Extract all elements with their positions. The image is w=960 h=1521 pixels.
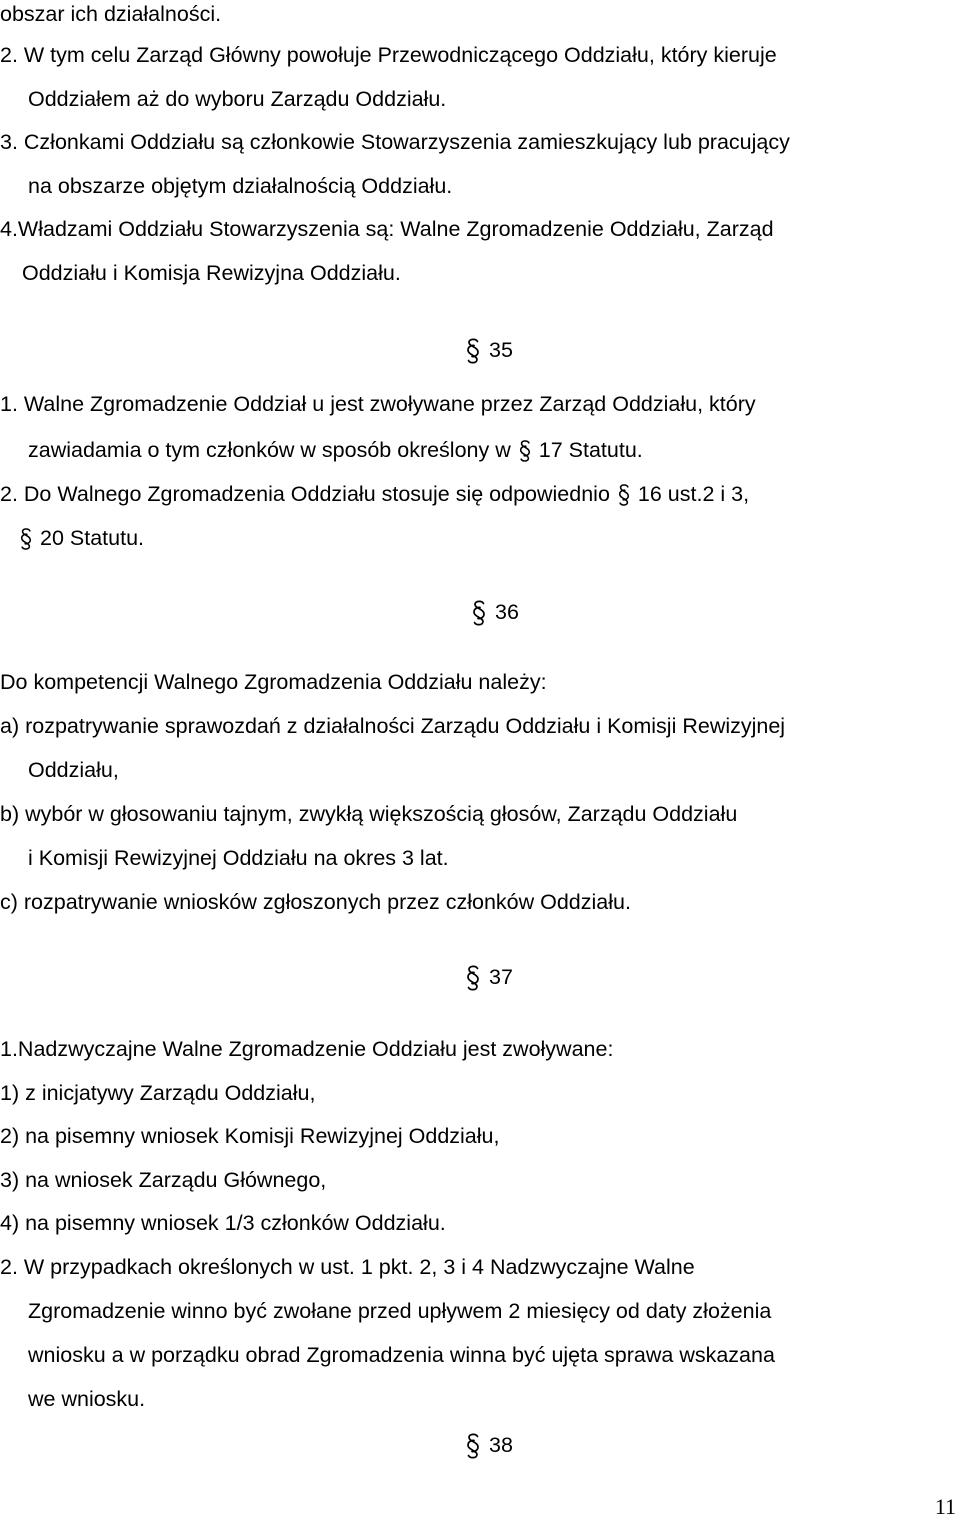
text-segment: 2. Do Walnego Zgromadzenia Oddziału stosuje się odpowiednio [0, 482, 610, 506]
text-segment: 17 Statutu. [538, 438, 643, 462]
section-number: 35 [489, 338, 513, 362]
section-heading-37 [466, 964, 513, 992]
text-line: 1) z inicjatywy Zarządu Oddziału, [0, 1081, 316, 1105]
text-line [20, 526, 144, 552]
section-sign-icon [466, 337, 480, 365]
text-line: 1.Nadzwyczajne Walne Zgromadzenie Oddziału jest zwoływane: [0, 1037, 614, 1061]
text-line: 3. Członkami Oddziału są członkowie Stowarzyszenia zamieszkujący lub pracujący [0, 130, 790, 154]
text-line: we wniosku. [28, 1387, 146, 1411]
text-line: Oddziału, [28, 758, 119, 782]
text-line: wniosku a w porządku obrad Zgromadzenia winna być ujęta sprawa wskazana [28, 1343, 775, 1367]
page-number: 11 [934, 1494, 956, 1519]
section-sign-icon [466, 964, 480, 992]
text-segment: zawiadamia o tym członków w sposób określony w [28, 438, 511, 462]
section-number: 36 [495, 600, 519, 624]
text-line: 4.Władzami Oddziału Stowarzyszenia są: Walne Zgromadzenie Oddziału, Zarząd [0, 217, 774, 241]
section-heading-35 [466, 337, 513, 365]
section-heading-36 [472, 599, 519, 627]
text-segment: 16 ust.2 i 3, [637, 482, 750, 506]
text-line: 2. W tym celu Zarząd Główny powołuje Przewodniczącego Oddziału, który kieruje [0, 43, 777, 67]
section-sign-icon [519, 438, 531, 464]
section-sign-icon [618, 482, 630, 508]
text-line [0, 482, 749, 508]
text-line: 2) na pisemny wniosek Komisji Rewizyjnej Oddziału, [0, 1124, 500, 1148]
text-line: i Komisji Rewizyjnej Oddziału na okres 3 lat. [28, 846, 449, 870]
text-line: 4) na pisemny wniosek 1/3 członków Oddziału. [0, 1211, 446, 1235]
section-sign-icon [466, 1432, 480, 1460]
text-segment: 20 Statutu. [40, 526, 144, 550]
text-line [28, 438, 643, 464]
text-line: obszar ich działalności. [0, 2, 222, 26]
section-sign-icon [20, 526, 32, 552]
section-number: 38 [489, 1433, 513, 1457]
text-line: Oddziału i Komisja Rewizyjna Oddziału. [22, 261, 401, 285]
section-heading-38 [466, 1432, 513, 1460]
text-line: 1. Walne Zgromadzenie Oddział u jest zwoływane przez Zarząd Oddziału, który [0, 392, 756, 416]
text-line: 3) na wniosek Zarządu Głównego, [0, 1168, 327, 1192]
text-line: Zgromadzenie winno być zwołane przed upływem 2 miesięcy od daty złożenia [28, 1299, 772, 1323]
text-line: b) wybór w głosowaniu tajnym, zwykłą większością głosów, Zarządu Oddziału [0, 802, 738, 826]
section-number: 37 [489, 965, 513, 989]
text-line: Do kompetencji Walnego Zgromadzenia Oddziału należy: [0, 670, 547, 694]
text-line: c) rozpatrywanie wniosków zgłoszonych przez członków Oddziału. [0, 890, 631, 914]
section-sign-icon [472, 599, 486, 627]
text-line: 2. W przypadkach określonych w ust. 1 pkt. 2, 3 i 4 Nadzwyczajne Walne [0, 1255, 695, 1279]
text-line: a) rozpatrywanie sprawozdań z działalności Zarządu Oddziału i Komisji Rewizyjnej [0, 714, 786, 738]
text-line: na obszarze objętym działalnością Oddziału. [28, 174, 453, 198]
text-line: Oddziałem aż do wyboru Zarządu Oddziału. [28, 87, 447, 111]
